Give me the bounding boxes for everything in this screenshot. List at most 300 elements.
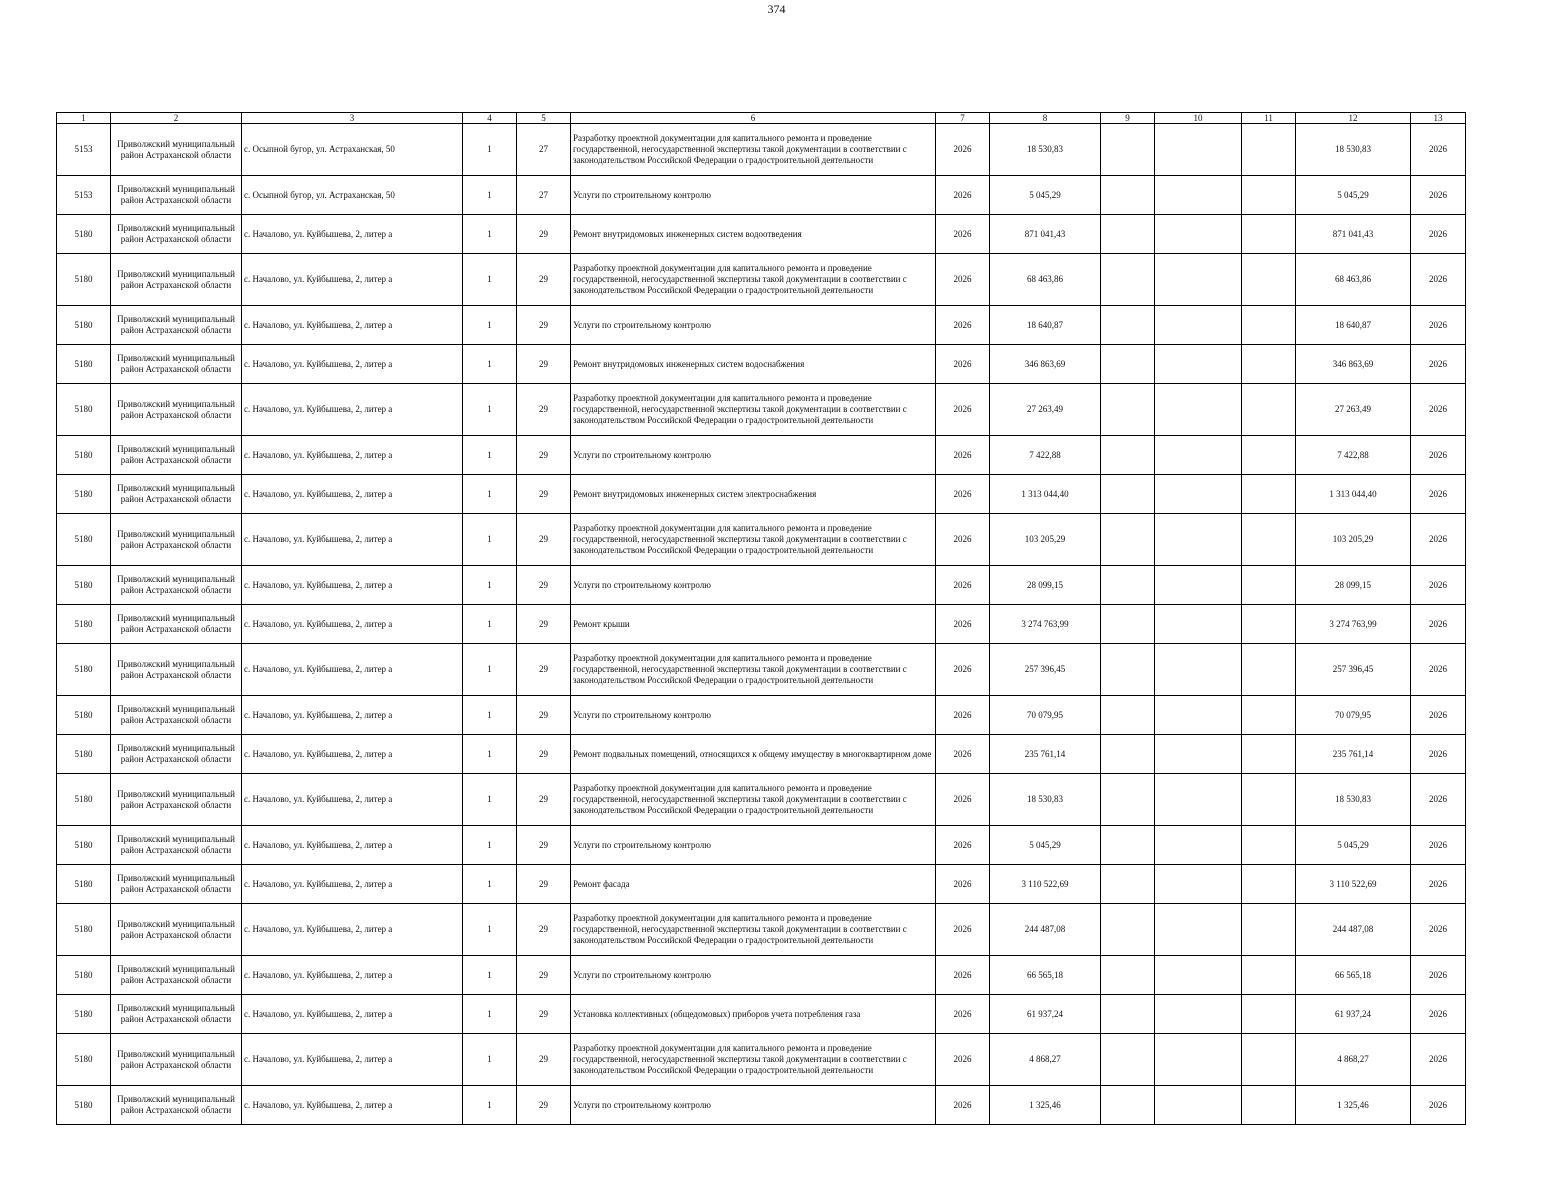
col4-cell: 1 — [463, 566, 517, 605]
year-cell: 2026 — [936, 514, 990, 566]
object-id: 5180 — [57, 774, 111, 826]
col5-cell: 29 — [517, 345, 571, 384]
col5-cell: 29 — [517, 956, 571, 995]
table-row — [57, 735, 1466, 774]
year-end-cell: 2026 — [1411, 345, 1466, 384]
total-cell: 5 045,29 — [1296, 176, 1411, 215]
year-cell: 2026 — [936, 345, 990, 384]
col11-cell — [1242, 475, 1296, 514]
year-cell: 2026 — [936, 176, 990, 215]
object-id: 5180 — [57, 1086, 111, 1125]
work-type-cell: Ремонт внутридомовых инженерных систем электроснабжения — [571, 475, 936, 514]
municipality-cell: Приволжский муниципальный район Астраханской области — [111, 865, 242, 904]
object-id: 5153 — [57, 124, 111, 176]
amount-cell: 3 274 763,99 — [990, 605, 1101, 644]
table-body — [57, 124, 1466, 1125]
amount-cell: 3 110 522,69 — [990, 865, 1101, 904]
table-row — [57, 865, 1466, 904]
address-cell: с. Началово, ул. Куйбышева, 2, литер а — [242, 514, 463, 566]
object-id: 5180 — [57, 995, 111, 1034]
municipality-cell: Приволжский муниципальный район Астраханской области — [111, 384, 242, 436]
table-row — [57, 514, 1466, 566]
address-cell: с. Началово, ул. Куйбышева, 2, литер а — [242, 865, 463, 904]
col9-cell — [1101, 124, 1155, 176]
amount-cell: 70 079,95 — [990, 696, 1101, 735]
col11-cell — [1242, 826, 1296, 865]
work-type-cell: Разработку проектной документации для капитального ремонта и проведение государственной, негосударственной экспертизы такой документации в соответствии с законодательством Российской Федерации о градостроительной деятельности — [571, 384, 936, 436]
work-type-cell: Ремонт подвальных помещений, относящихся к общему имуществу в многоквартирном доме — [571, 735, 936, 774]
col11-cell — [1242, 956, 1296, 995]
col4-cell: 1 — [463, 865, 517, 904]
col11-cell — [1242, 605, 1296, 644]
col9-cell — [1101, 215, 1155, 254]
col5-cell: 29 — [517, 215, 571, 254]
col5-cell: 29 — [517, 514, 571, 566]
year-end-cell: 2026 — [1411, 566, 1466, 605]
table-row — [57, 1086, 1466, 1125]
total-cell: 1 325,46 — [1296, 1086, 1411, 1125]
municipality-cell: Приволжский муниципальный район Астраханской области — [111, 436, 242, 475]
total-cell: 68 463,86 — [1296, 254, 1411, 306]
col10-cell — [1155, 254, 1242, 306]
column-header-7: 7 — [936, 113, 990, 124]
total-cell: 18 530,83 — [1296, 124, 1411, 176]
object-id: 5180 — [57, 605, 111, 644]
municipality-cell: Приволжский муниципальный район Астраханской области — [111, 995, 242, 1034]
table-row — [57, 215, 1466, 254]
year-end-cell: 2026 — [1411, 995, 1466, 1034]
total-cell: 18 640,87 — [1296, 306, 1411, 345]
municipality-cell: Приволжский муниципальный район Астраханской области — [111, 345, 242, 384]
year-cell: 2026 — [936, 644, 990, 696]
col11-cell — [1242, 566, 1296, 605]
col9-cell — [1101, 865, 1155, 904]
col10-cell — [1155, 956, 1242, 995]
col11-cell — [1242, 254, 1296, 306]
amount-cell: 244 487,08 — [990, 904, 1101, 956]
col5-cell: 29 — [517, 436, 571, 475]
col5-cell: 29 — [517, 644, 571, 696]
address-cell: с. Началово, ул. Куйбышева, 2, литер а — [242, 215, 463, 254]
municipality-cell: Приволжский муниципальный район Астраханской области — [111, 904, 242, 956]
year-end-cell: 2026 — [1411, 865, 1466, 904]
col5-cell: 29 — [517, 254, 571, 306]
col10-cell — [1155, 475, 1242, 514]
col5-cell: 29 — [517, 475, 571, 514]
total-cell: 257 396,45 — [1296, 644, 1411, 696]
col10-cell — [1155, 124, 1242, 176]
col11-cell — [1242, 124, 1296, 176]
col4-cell: 1 — [463, 306, 517, 345]
object-id: 5180 — [57, 254, 111, 306]
col10-cell — [1155, 696, 1242, 735]
address-cell: с. Началово, ул. Куйбышева, 2, литер а — [242, 1086, 463, 1125]
year-cell: 2026 — [936, 956, 990, 995]
work-type-cell: Разработку проектной документации для капитального ремонта и проведение государственной, негосударственной экспертизы такой документации в соответствии с законодательством Российской Федерации о градостроительной деятельности — [571, 644, 936, 696]
amount-cell: 1 313 044,40 — [990, 475, 1101, 514]
year-end-cell: 2026 — [1411, 124, 1466, 176]
municipality-cell: Приволжский муниципальный район Астраханской области — [111, 176, 242, 215]
col10-cell — [1155, 605, 1242, 644]
col9-cell — [1101, 176, 1155, 215]
total-cell: 103 205,29 — [1296, 514, 1411, 566]
address-cell: с. Началово, ул. Куйбышева, 2, литер а — [242, 254, 463, 306]
column-header-4: 4 — [463, 113, 517, 124]
work-type-cell: Разработку проектной документации для капитального ремонта и проведение государственной, негосударственной экспертизы такой документации в соответствии с законодательством Российской Федерации о градостроительной деятельности — [571, 1034, 936, 1086]
object-id: 5180 — [57, 865, 111, 904]
work-type-cell: Услуги по строительному контролю — [571, 176, 936, 215]
col10-cell — [1155, 865, 1242, 904]
municipality-cell: Приволжский муниципальный район Астраханской области — [111, 306, 242, 345]
total-cell: 4 868,27 — [1296, 1034, 1411, 1086]
municipality-cell: Приволжский муниципальный район Астраханской области — [111, 644, 242, 696]
address-cell: с. Началово, ул. Куйбышева, 2, литер а — [242, 644, 463, 696]
amount-cell: 5 045,29 — [990, 826, 1101, 865]
table-row — [57, 176, 1466, 215]
col4-cell: 1 — [463, 436, 517, 475]
table-row — [57, 1034, 1466, 1086]
col9-cell — [1101, 605, 1155, 644]
year-end-cell: 2026 — [1411, 215, 1466, 254]
header-row — [57, 113, 1466, 124]
table-header — [57, 113, 1466, 124]
address-cell: с. Началово, ул. Куйбышева, 2, литер а — [242, 605, 463, 644]
col9-cell — [1101, 1086, 1155, 1125]
col9-cell — [1101, 644, 1155, 696]
col9-cell — [1101, 995, 1155, 1034]
address-cell: с. Началово, ул. Куйбышева, 2, литер а — [242, 306, 463, 345]
col4-cell: 1 — [463, 215, 517, 254]
total-cell: 28 099,15 — [1296, 566, 1411, 605]
col4-cell: 1 — [463, 384, 517, 436]
col11-cell — [1242, 995, 1296, 1034]
column-header-10: 10 — [1155, 113, 1242, 124]
year-end-cell: 2026 — [1411, 254, 1466, 306]
col4-cell: 1 — [463, 124, 517, 176]
amount-cell: 61 937,24 — [990, 995, 1101, 1034]
col11-cell — [1242, 1034, 1296, 1086]
amount-cell: 7 422,88 — [990, 436, 1101, 475]
year-end-cell: 2026 — [1411, 384, 1466, 436]
col9-cell — [1101, 306, 1155, 345]
year-cell: 2026 — [936, 124, 990, 176]
year-cell: 2026 — [936, 995, 990, 1034]
col10-cell — [1155, 644, 1242, 696]
amount-cell: 18 530,83 — [990, 774, 1101, 826]
col10-cell — [1155, 995, 1242, 1034]
year-end-cell: 2026 — [1411, 176, 1466, 215]
col9-cell — [1101, 1034, 1155, 1086]
municipality-cell: Приволжский муниципальный район Астраханской области — [111, 605, 242, 644]
col5-cell: 29 — [517, 826, 571, 865]
amount-cell: 27 263,49 — [990, 384, 1101, 436]
object-id: 5180 — [57, 514, 111, 566]
work-type-cell: Разработку проектной документации для капитального ремонта и проведение государственной, негосударственной экспертизы такой документации в соответствии с законодательством Российской Федерации о градостроительной деятельности — [571, 254, 936, 306]
total-cell: 61 937,24 — [1296, 995, 1411, 1034]
table-row — [57, 605, 1466, 644]
page-number: 374 — [767, 2, 786, 16]
table-row — [57, 826, 1466, 865]
col5-cell: 29 — [517, 384, 571, 436]
col4-cell: 1 — [463, 605, 517, 644]
amount-cell: 346 863,69 — [990, 345, 1101, 384]
work-type-cell: Разработку проектной документации для капитального ремонта и проведение государственной, негосударственной экспертизы такой документации в соответствии с законодательством Российской Федерации о градостроительной деятельности — [571, 514, 936, 566]
work-type-cell: Разработку проектной документации для капитального ремонта и проведение государственной, негосударственной экспертизы такой документации в соответствии с законодательством Российской Федерации о градостроительной деятельности — [571, 124, 936, 176]
col5-cell: 29 — [517, 566, 571, 605]
col4-cell: 1 — [463, 956, 517, 995]
address-cell: с. Началово, ул. Куйбышева, 2, литер а — [242, 826, 463, 865]
year-cell: 2026 — [936, 1086, 990, 1125]
col4-cell: 1 — [463, 1034, 517, 1086]
object-id: 5180 — [57, 1034, 111, 1086]
col9-cell — [1101, 436, 1155, 475]
col9-cell — [1101, 566, 1155, 605]
table-row — [57, 696, 1466, 735]
year-cell: 2026 — [936, 826, 990, 865]
col9-cell — [1101, 696, 1155, 735]
address-cell: с. Началово, ул. Куйбышева, 2, литер а — [242, 696, 463, 735]
col4-cell: 1 — [463, 254, 517, 306]
address-cell: с. Осыпной бугор, ул. Астраханская, 50 — [242, 176, 463, 215]
year-end-cell: 2026 — [1411, 306, 1466, 345]
table-row — [57, 124, 1466, 176]
col11-cell — [1242, 384, 1296, 436]
col11-cell — [1242, 865, 1296, 904]
table-row — [57, 904, 1466, 956]
municipality-cell: Приволжский муниципальный район Астраханской области — [111, 1086, 242, 1125]
total-cell: 3 110 522,69 — [1296, 865, 1411, 904]
work-type-cell: Услуги по строительному контролю — [571, 436, 936, 475]
year-cell: 2026 — [936, 735, 990, 774]
col5-cell: 27 — [517, 176, 571, 215]
address-cell: с. Началово, ул. Куйбышева, 2, литер а — [242, 345, 463, 384]
total-cell: 7 422,88 — [1296, 436, 1411, 475]
total-cell: 3 274 763,99 — [1296, 605, 1411, 644]
registry-table — [56, 112, 1466, 1125]
municipality-cell: Приволжский муниципальный район Астраханской области — [111, 254, 242, 306]
amount-cell: 18 530,83 — [990, 124, 1101, 176]
col11-cell — [1242, 1086, 1296, 1125]
object-id: 5180 — [57, 436, 111, 475]
year-cell: 2026 — [936, 475, 990, 514]
col9-cell — [1101, 774, 1155, 826]
year-cell: 2026 — [936, 904, 990, 956]
work-type-cell: Ремонт внутридомовых инженерных систем водоотведения — [571, 215, 936, 254]
column-header-13: 13 — [1411, 113, 1466, 124]
total-cell: 235 761,14 — [1296, 735, 1411, 774]
col9-cell — [1101, 904, 1155, 956]
column-header-11: 11 — [1242, 113, 1296, 124]
address-cell: с. Началово, ул. Куйбышева, 2, литер а — [242, 904, 463, 956]
total-cell: 18 530,83 — [1296, 774, 1411, 826]
work-type-cell: Услуги по строительному контролю — [571, 1086, 936, 1125]
col11-cell — [1242, 306, 1296, 345]
work-type-cell: Услуги по строительному контролю — [571, 566, 936, 605]
total-cell: 27 263,49 — [1296, 384, 1411, 436]
col4-cell: 1 — [463, 826, 517, 865]
col10-cell — [1155, 735, 1242, 774]
col4-cell: 1 — [463, 345, 517, 384]
municipality-cell: Приволжский муниципальный район Астраханской области — [111, 1034, 242, 1086]
municipality-cell: Приволжский муниципальный район Астраханской области — [111, 696, 242, 735]
table-row — [57, 956, 1466, 995]
year-end-cell: 2026 — [1411, 436, 1466, 475]
address-cell: с. Началово, ул. Куйбышева, 2, литер а — [242, 384, 463, 436]
work-type-cell: Услуги по строительному контролю — [571, 696, 936, 735]
table-row — [57, 774, 1466, 826]
table-row — [57, 995, 1466, 1034]
col11-cell — [1242, 904, 1296, 956]
municipality-cell: Приволжский муниципальный район Астраханской области — [111, 956, 242, 995]
col5-cell: 29 — [517, 696, 571, 735]
col10-cell — [1155, 345, 1242, 384]
work-type-cell: Разработку проектной документации для капитального ремонта и проведение государственной, негосударственной экспертизы такой документации в соответствии с законодательством Российской Федерации о градостроительной деятельности — [571, 774, 936, 826]
col11-cell — [1242, 436, 1296, 475]
year-end-cell: 2026 — [1411, 1034, 1466, 1086]
year-cell: 2026 — [936, 254, 990, 306]
col4-cell: 1 — [463, 176, 517, 215]
object-id: 5180 — [57, 904, 111, 956]
col5-cell: 27 — [517, 124, 571, 176]
object-id: 5180 — [57, 735, 111, 774]
year-cell: 2026 — [936, 436, 990, 475]
col11-cell — [1242, 735, 1296, 774]
column-header-8: 8 — [990, 113, 1101, 124]
year-end-cell: 2026 — [1411, 774, 1466, 826]
year-cell: 2026 — [936, 865, 990, 904]
municipality-cell: Приволжский муниципальный район Астраханской области — [111, 774, 242, 826]
year-end-cell: 2026 — [1411, 904, 1466, 956]
amount-cell: 5 045,29 — [990, 176, 1101, 215]
col5-cell: 29 — [517, 605, 571, 644]
col11-cell — [1242, 345, 1296, 384]
col4-cell: 1 — [463, 514, 517, 566]
object-id: 5180 — [57, 826, 111, 865]
col10-cell — [1155, 306, 1242, 345]
work-type-cell: Услуги по строительному контролю — [571, 826, 936, 865]
amount-cell: 103 205,29 — [990, 514, 1101, 566]
col11-cell — [1242, 514, 1296, 566]
col10-cell — [1155, 1034, 1242, 1086]
year-end-cell: 2026 — [1411, 644, 1466, 696]
object-id: 5180 — [57, 956, 111, 995]
address-cell: с. Началово, ул. Куйбышева, 2, литер а — [242, 774, 463, 826]
address-cell: с. Началово, ул. Куйбышева, 2, литер а — [242, 735, 463, 774]
col10-cell — [1155, 436, 1242, 475]
col9-cell — [1101, 475, 1155, 514]
table-row — [57, 254, 1466, 306]
work-type-cell: Услуги по строительному контролю — [571, 956, 936, 995]
year-cell: 2026 — [936, 1034, 990, 1086]
address-cell: с. Осыпной бугор, ул. Астраханская, 50 — [242, 124, 463, 176]
year-cell: 2026 — [936, 306, 990, 345]
total-cell: 871 041,43 — [1296, 215, 1411, 254]
col5-cell: 29 — [517, 865, 571, 904]
col5-cell: 29 — [517, 1034, 571, 1086]
address-cell: с. Началово, ул. Куйбышева, 2, литер а — [242, 995, 463, 1034]
col9-cell — [1101, 384, 1155, 436]
table-row — [57, 566, 1466, 605]
total-cell: 66 565,18 — [1296, 956, 1411, 995]
address-cell: с. Началово, ул. Куйбышева, 2, литер а — [242, 956, 463, 995]
col10-cell — [1155, 826, 1242, 865]
amount-cell: 18 640,87 — [990, 306, 1101, 345]
col4-cell: 1 — [463, 696, 517, 735]
total-cell: 70 079,95 — [1296, 696, 1411, 735]
column-header-2: 2 — [111, 113, 242, 124]
col5-cell: 29 — [517, 306, 571, 345]
year-end-cell: 2026 — [1411, 475, 1466, 514]
address-cell: с. Началово, ул. Куйбышева, 2, литер а — [242, 436, 463, 475]
table-row — [57, 644, 1466, 696]
work-type-cell: Установка коллективных (общедомовых) приборов учета потребления газа — [571, 995, 936, 1034]
object-id: 5180 — [57, 306, 111, 345]
col4-cell: 1 — [463, 735, 517, 774]
col9-cell — [1101, 826, 1155, 865]
address-cell: с. Началово, ул. Куйбышева, 2, литер а — [242, 566, 463, 605]
object-id: 5180 — [57, 696, 111, 735]
year-end-cell: 2026 — [1411, 696, 1466, 735]
object-id: 5180 — [57, 566, 111, 605]
address-cell: с. Началово, ул. Куйбышева, 2, литер а — [242, 1034, 463, 1086]
work-type-cell: Услуги по строительному контролю — [571, 306, 936, 345]
object-id: 5180 — [57, 475, 111, 514]
col4-cell: 1 — [463, 475, 517, 514]
table-row — [57, 436, 1466, 475]
col5-cell: 29 — [517, 904, 571, 956]
year-end-cell: 2026 — [1411, 605, 1466, 644]
table-row — [57, 475, 1466, 514]
col5-cell: 29 — [517, 1086, 571, 1125]
column-header-12: 12 — [1296, 113, 1411, 124]
column-header-1: 1 — [57, 113, 111, 124]
col10-cell — [1155, 1086, 1242, 1125]
work-type-cell: Ремонт фасада — [571, 865, 936, 904]
amount-cell: 4 868,27 — [990, 1034, 1101, 1086]
col10-cell — [1155, 176, 1242, 215]
col4-cell: 1 — [463, 644, 517, 696]
municipality-cell: Приволжский муниципальный район Астраханской области — [111, 826, 242, 865]
col5-cell: 29 — [517, 995, 571, 1034]
col4-cell: 1 — [463, 774, 517, 826]
amount-cell: 28 099,15 — [990, 566, 1101, 605]
municipality-cell: Приволжский муниципальный район Астраханской области — [111, 124, 242, 176]
table-row — [57, 345, 1466, 384]
col10-cell — [1155, 514, 1242, 566]
col4-cell: 1 — [463, 995, 517, 1034]
amount-cell: 66 565,18 — [990, 956, 1101, 995]
col9-cell — [1101, 345, 1155, 384]
object-id: 5180 — [57, 215, 111, 254]
municipality-cell: Приволжский муниципальный район Астраханской области — [111, 215, 242, 254]
col5-cell: 29 — [517, 735, 571, 774]
municipality-cell: Приволжский муниципальный район Астраханской области — [111, 566, 242, 605]
col9-cell — [1101, 735, 1155, 774]
col5-cell: 29 — [517, 774, 571, 826]
year-cell: 2026 — [936, 774, 990, 826]
col10-cell — [1155, 904, 1242, 956]
total-cell: 5 045,29 — [1296, 826, 1411, 865]
work-type-cell: Ремонт крыши — [571, 605, 936, 644]
col9-cell — [1101, 254, 1155, 306]
year-cell: 2026 — [936, 215, 990, 254]
col11-cell — [1242, 696, 1296, 735]
amount-cell: 68 463,86 — [990, 254, 1101, 306]
col4-cell: 1 — [463, 904, 517, 956]
year-cell: 2026 — [936, 384, 990, 436]
table-row — [57, 306, 1466, 345]
amount-cell: 257 396,45 — [990, 644, 1101, 696]
